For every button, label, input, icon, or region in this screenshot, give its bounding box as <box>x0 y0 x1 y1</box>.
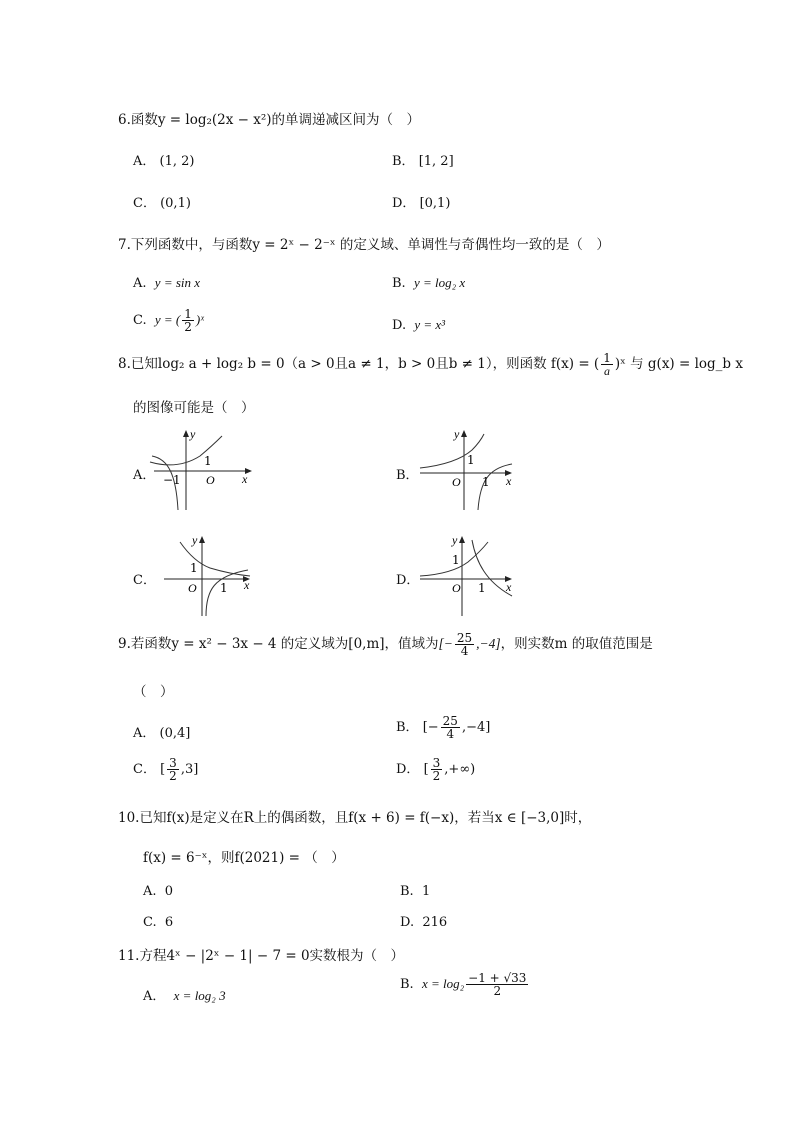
q7-option-d: D. y = x³ <box>392 317 446 333</box>
x-label: x <box>506 580 512 594</box>
q8-graph-c <box>160 532 260 618</box>
q8-option-d: D． <box>396 573 420 588</box>
q8-graph-b <box>416 426 520 512</box>
y-axis-arrow-icon <box>199 536 205 543</box>
q9-option-d: D． [ $\frac{3}{2}$ ,+∞) <box>396 756 476 783</box>
q6-stem: 6.函数y = log₂(2x − x²)的单调递减区间为（ ） <box>118 112 421 128</box>
q7-option-b: B. y = log₂ x <box>392 275 466 291</box>
q10-stem-line1: 10.已知f(x)是定义在R上的偶函数，且f(x + 6) = f(−x)，若当x ∈ [−3,0]时， <box>118 810 592 826</box>
q9-option-c: C． [ $\frac{3}{2}$ ,3] <box>133 756 199 783</box>
q8-graph-d <box>416 532 520 618</box>
y-axis-arrow-icon <box>183 430 189 437</box>
q7-option-a: A. y = sin x <box>133 275 201 291</box>
q10-option-b: B. 1 <box>400 884 431 899</box>
one-label: 1 <box>482 475 490 489</box>
x-label: x <box>506 474 512 488</box>
q9-stem-fraction: $\frac{25}{4}$ <box>456 631 473 658</box>
one-label-y: 1 <box>190 561 198 575</box>
q8-stem-line2: 的图像可能是（ ） <box>133 400 255 416</box>
q9-option-b: B． [− $\frac{25}{4}$ ,−4] <box>396 714 491 741</box>
q9-option-a: A． (0,4] <box>133 726 191 741</box>
q10-option-c: C. 6 <box>143 915 174 930</box>
one-label: 1 <box>220 581 228 595</box>
q7-stem: 7.下列函数中，与函数y = 2ˣ − 2⁻ˣ 的定义域、单调性与奇偶性均一致的是（ ） <box>118 237 610 253</box>
q11-b-fraction: $\frac{-1 + √33}{2}$ <box>468 971 527 998</box>
q6-option-d: D． [0,1) <box>392 196 451 211</box>
origin-label: O <box>206 473 215 487</box>
q9-c-fraction: $\frac{3}{2}$ <box>169 756 177 783</box>
q7-c-fraction: $\frac{1}{2}$ <box>184 307 192 334</box>
q8-graph-a <box>148 426 260 512</box>
q8-stem-fraction: $\frac{1}{a}$ <box>603 351 611 378</box>
q10-option-d: D. 216 <box>400 915 448 930</box>
q9-stem-line2: （ ） <box>133 684 174 700</box>
q8-option-b: B． <box>396 468 419 483</box>
q6-option-c: C． (0,1) <box>133 196 191 211</box>
q7-option-c: C. y = ( $\frac{1}{2}$ )ˣ <box>133 307 204 334</box>
y-axis-arrow-icon <box>461 430 467 437</box>
q9-stem-line1: 9.若函数y = x² − 3x − 4 的定义域为[0,m]，值域为[− $\frac{25}{4}$ ,−4]，则实数m 的取值范围是 <box>118 631 653 658</box>
origin-label: O <box>188 581 197 595</box>
one-label-y: 1 <box>452 553 460 567</box>
x-label: x <box>242 472 248 486</box>
y-label: y <box>192 533 198 547</box>
y-label: y <box>454 427 460 441</box>
q10-stem-line2: f(x) = 6⁻ˣ，则f(2021) = （ ） <box>143 850 345 866</box>
q8-stem-line1: 8.已知log₂ a + log₂ b = 0（a > 0且a ≠ 1，b > 0且b ≠ 1），则函数 f(x) = ( $\frac{1}{a}$ )ˣ 与 g(x) = log_b x <box>118 351 743 378</box>
y-label: y <box>452 533 458 547</box>
one-label: 1 <box>478 581 486 595</box>
one-label-y: 1 <box>467 453 475 467</box>
origin-label: O <box>452 581 461 595</box>
one-label: 1 <box>204 454 212 468</box>
q6-option-a: A． (1, 2) <box>133 154 195 169</box>
q9-d-fraction: $\frac{3}{2}$ <box>432 756 441 783</box>
origin-label: O <box>452 475 461 489</box>
q8-option-a: A． <box>133 468 156 483</box>
neg-one-label: −1 <box>163 473 181 487</box>
q9-b-fraction: $\frac{25}{4}$ <box>442 714 458 741</box>
y-label: y <box>190 427 196 441</box>
x-label: x <box>244 578 250 592</box>
q8-option-c: C． <box>133 573 156 588</box>
q11-stem: 11.方程4ˣ − |2ˣ − 1| − 7 = 0实数根为（ ） <box>118 948 405 964</box>
q6-option-b: B． [1, 2] <box>392 154 454 169</box>
y-axis-arrow-icon <box>459 536 465 543</box>
q11-option-b: B. x = log₂ $\frac{-1 + √33}{2}$ <box>400 971 527 998</box>
q11-option-a: A． x = log₂ 3 <box>143 988 226 1004</box>
q10-option-a: A. 0 <box>143 884 174 899</box>
